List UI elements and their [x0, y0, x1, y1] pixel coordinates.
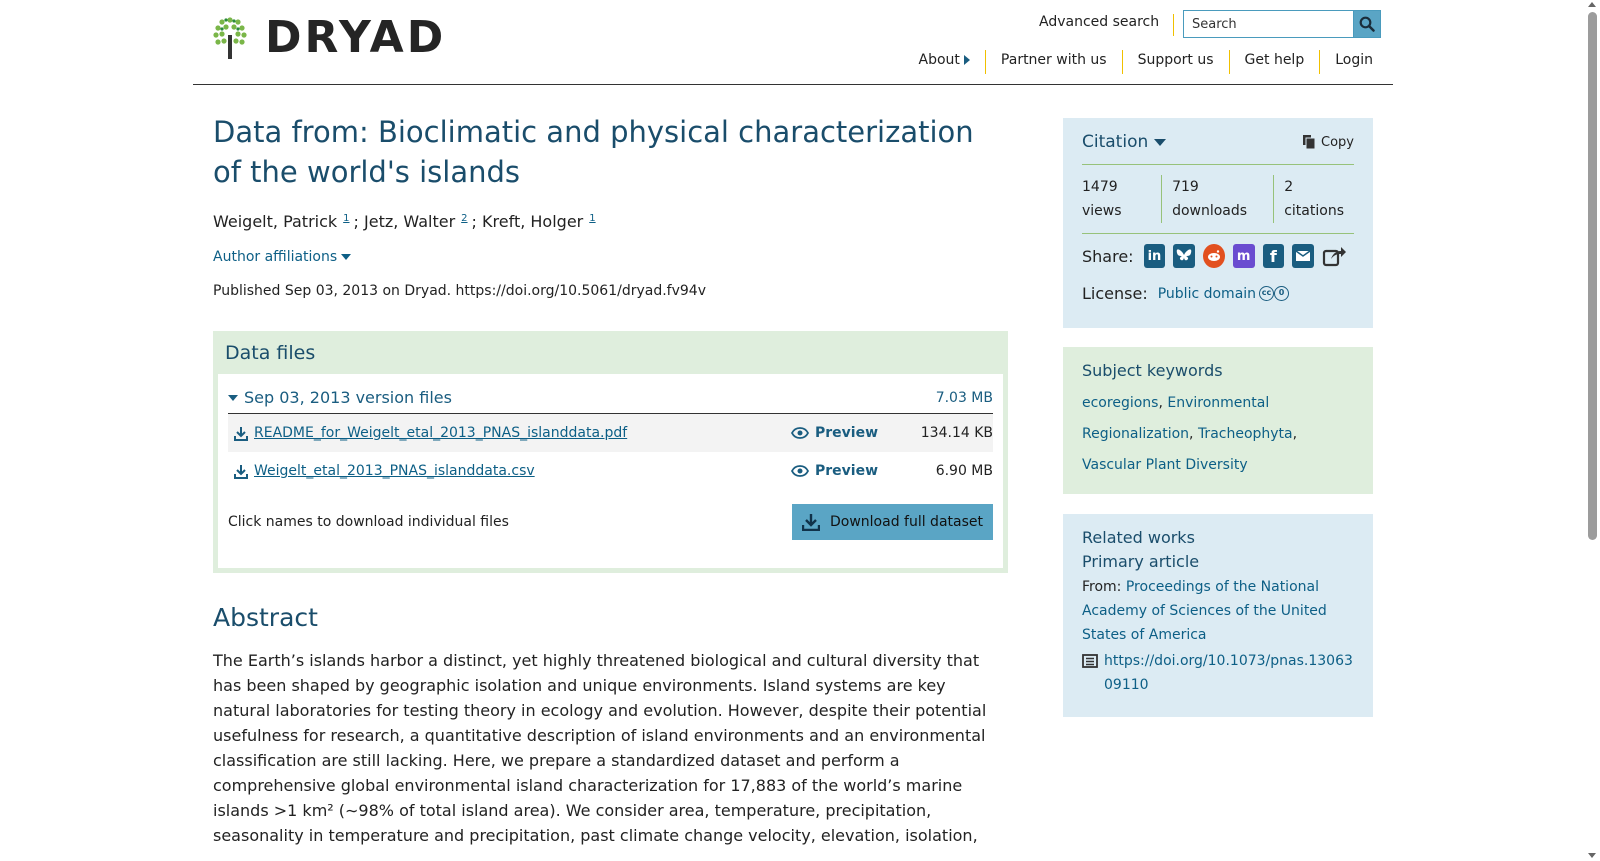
- file-size: 6.90 MB: [935, 463, 993, 479]
- doi-link[interactable]: https://doi.org/10.1073/pnas.1306309110: [1104, 653, 1353, 693]
- mastodon-icon[interactable]: m: [1233, 244, 1255, 268]
- related-doi: [1082, 649, 1354, 697]
- copy-icon: [1302, 134, 1316, 150]
- author-name: Weigelt, Patrick: [213, 212, 338, 231]
- preview-label: Preview: [815, 463, 879, 479]
- caret-down-icon: [1154, 139, 1166, 146]
- author-list: [213, 212, 1008, 231]
- data-files-panel: [218, 374, 1003, 568]
- abstract-heading: Abstract: [213, 603, 318, 632]
- metric-citations: [1273, 175, 1354, 223]
- author-affiliation-ref[interactable]: 1: [343, 212, 350, 224]
- cc-zero-icon: cc 0: [1259, 286, 1289, 301]
- preview-button[interactable]: [791, 425, 881, 441]
- keyword-link[interactable]: Environmental Regionalization: [1082, 395, 1270, 442]
- nav-help[interactable]: Get help: [1229, 50, 1320, 74]
- nav-login[interactable]: Login: [1319, 50, 1373, 74]
- citation-box: [1063, 118, 1373, 328]
- bluesky-icon[interactable]: [1173, 244, 1195, 268]
- author-name: Kreft, Holger: [482, 212, 584, 231]
- related-works-title: Related works: [1082, 528, 1195, 547]
- citation-toggle[interactable]: [1082, 132, 1166, 152]
- author-affiliations-label: Author affiliations: [213, 249, 338, 265]
- primary-article-label: Primary article: [1082, 552, 1200, 571]
- email-icon[interactable]: [1292, 244, 1314, 268]
- author-name: Jetz, Walter: [364, 212, 456, 231]
- keyword-link[interactable]: ecoregions: [1082, 395, 1159, 411]
- author-affiliations-toggle[interactable]: [213, 249, 1008, 265]
- file-size: 134.14 KB: [920, 425, 993, 441]
- keyword-link[interactable]: Vascular Plant Diversity: [1082, 457, 1248, 473]
- nav-partner[interactable]: Partner with us: [985, 50, 1122, 74]
- author-separator: ;: [353, 212, 359, 231]
- nav-about-label: About: [918, 52, 960, 68]
- metrics: [1082, 165, 1354, 234]
- copy-label: Copy: [1321, 134, 1354, 150]
- journal-link[interactable]: Proceedings of the National Academy of Sciences of the United States of America: [1082, 579, 1327, 643]
- author-separator: ;: [471, 212, 477, 231]
- advanced-search-link[interactable]: Advanced search: [1039, 14, 1174, 36]
- keyword-link[interactable]: Tracheophyta: [1197, 426, 1293, 442]
- share-row: [1082, 244, 1354, 268]
- download-hint: Click names to download individual files: [228, 514, 509, 530]
- metric-value: 2: [1284, 179, 1294, 195]
- version-label: Sep 03, 2013 version files: [244, 388, 452, 407]
- file-download-link[interactable]: [234, 463, 791, 479]
- data-files-title: Data files: [225, 342, 316, 364]
- search-box: [1183, 10, 1381, 38]
- data-files-section: [213, 331, 1008, 573]
- article-icon: [1082, 654, 1098, 668]
- dataset-title: Data from: Bioclimatic and physical characterization of the world's islands: [213, 115, 974, 189]
- metric-views: [1082, 175, 1161, 223]
- related-from: [1082, 575, 1354, 647]
- file-name[interactable]: README_for_Weigelt_etal_2013_PNAS_islanddata.pdf: [254, 425, 628, 441]
- dryad-logo[interactable]: [213, 12, 447, 63]
- version-toggle[interactable]: [228, 388, 993, 414]
- download-icon: [802, 513, 820, 531]
- share-icon[interactable]: [1322, 244, 1346, 268]
- download-icon: [234, 464, 248, 479]
- abstract-text: The Earth’s islands harbor a distinct, yet highly threatened biological and cultural diversity that has been shaped by geographic isolation and unique environments. Island systems are key natural laboratories for testing theory in ecology and evolution. However, despite their potential usefulness for research, a quantitative description of island environments and an environmental classification are still lacking. Here, we prepare a standardized dataset and perform a comprehensive global environmental island characterization for 17,883 of the world’s marine islands >1 km² (∼98% of total island area). We consider area, temperature, precipitation, seasonality in temperature and precipitation, past climate change velocity, elevation, isolation,: [213, 651, 987, 845]
- main-content: [213, 112, 1008, 848]
- nav-about[interactable]: [904, 50, 985, 74]
- scroll-up-arrow[interactable]: [1588, 2, 1596, 7]
- metric-value: 719: [1172, 179, 1199, 195]
- preview-label: Preview: [815, 425, 879, 441]
- caret-down-icon: [341, 254, 351, 260]
- copy-citation-button[interactable]: [1302, 134, 1354, 150]
- keywords-title: Subject keywords: [1082, 361, 1223, 380]
- citation-title: Citation: [1082, 132, 1149, 152]
- reddit-icon[interactable]: [1203, 244, 1225, 268]
- license-row: [1082, 284, 1354, 303]
- license-link[interactable]: Public domain: [1157, 285, 1257, 302]
- metric-label: views: [1082, 203, 1122, 219]
- file-name[interactable]: Weigelt_etal_2013_PNAS_islanddata.csv: [254, 463, 535, 479]
- site-header: [193, 0, 1393, 85]
- search-icon: [1359, 16, 1375, 32]
- author-affiliation-ref[interactable]: 1: [589, 212, 596, 224]
- metric-downloads: [1161, 175, 1273, 223]
- from-label: From:: [1082, 579, 1122, 595]
- search-input[interactable]: [1183, 10, 1353, 38]
- metric-value: 1479: [1082, 179, 1118, 195]
- file-download-link[interactable]: [234, 425, 791, 441]
- data-files-footer: [228, 504, 993, 540]
- version-size: 7.03 MB: [935, 389, 993, 406]
- share-label: Share:: [1082, 246, 1134, 266]
- facebook-icon[interactable]: f: [1263, 244, 1285, 268]
- main-nav: [904, 50, 1373, 74]
- download-full-dataset-button[interactable]: [792, 504, 993, 540]
- tree-logo-icon: [213, 17, 247, 59]
- published-info: Published Sep 03, 2013 on Dryad. https://doi.org/10.5061/dryad.fv94v: [213, 283, 706, 299]
- caret-down-icon: [228, 395, 238, 401]
- keyword-list: ecoregions, Environmental Regionalization, Tracheophyta, Vascular Plant Diversity: [1082, 395, 1298, 473]
- preview-button[interactable]: [791, 463, 881, 479]
- citation-header: [1082, 132, 1354, 165]
- search-button[interactable]: [1353, 10, 1381, 38]
- keywords-box: [1063, 347, 1373, 494]
- scroll-down-arrow[interactable]: [1588, 853, 1596, 858]
- metric-label: downloads: [1172, 203, 1248, 219]
- eye-icon: [791, 465, 809, 477]
- eye-icon: [791, 427, 809, 439]
- author-affiliation-ref[interactable]: 2: [461, 212, 468, 224]
- nav-support[interactable]: Support us: [1122, 50, 1229, 74]
- related-works-box: [1063, 514, 1373, 717]
- license-label: License:: [1082, 284, 1148, 303]
- download-full-label: Download full dataset: [829, 514, 983, 530]
- download-icon: [234, 426, 248, 441]
- logo-text: DRYAD: [265, 12, 447, 63]
- metric-label: citations: [1284, 203, 1344, 219]
- file-row: [228, 414, 993, 452]
- linkedin-icon[interactable]: in: [1144, 244, 1166, 268]
- page-scrollbar[interactable]: [1584, 0, 1600, 861]
- file-row: [228, 452, 993, 490]
- scroll-thumb[interactable]: [1588, 12, 1597, 540]
- caret-right-icon: [964, 55, 970, 65]
